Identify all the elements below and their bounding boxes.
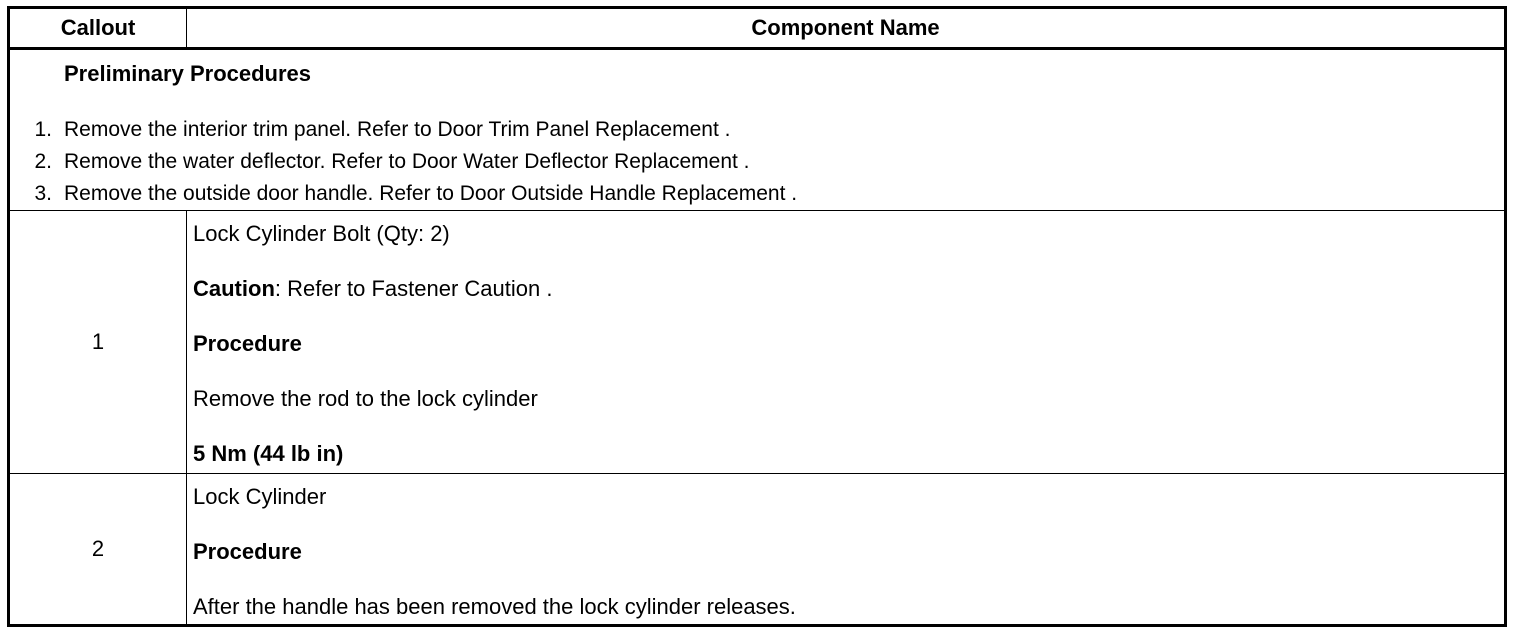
table-row: [9, 474, 1506, 626]
callout-number: 1: [9, 211, 187, 474]
preliminary-procedures-title: Preliminary Procedures: [64, 61, 312, 86]
table-row: [9, 211, 1506, 474]
caution-text: : Refer to Fastener Caution .: [274, 276, 553, 301]
list-item: [10, 114, 797, 146]
component-detail-cell: [187, 474, 1506, 626]
component-name: Lock Cylinder: [193, 484, 327, 509]
step-text: Remove the water deflector. Refer to Door Water Deflector Replacement .: [64, 150, 750, 173]
torque-spec: 5 Nm (44 lb in): [193, 441, 344, 466]
procedure-text: After the handle has been removed the lock cylinder releases.: [193, 594, 796, 619]
step-text: Remove the interior trim panel. Refer to Door Trim Panel Replacement .: [64, 118, 731, 141]
list-item: [10, 146, 797, 178]
step-number: 3.: [34, 182, 52, 205]
procedure-label: Procedure: [193, 539, 302, 564]
component-table: [7, 6, 1507, 627]
component-name: Lock Cylinder Bolt (Qty: 2): [193, 221, 450, 246]
table-header-row: [9, 8, 1506, 49]
procedure-text: Remove the rod to the lock cylinder: [193, 386, 538, 411]
component-detail-cell: [187, 211, 1506, 474]
component-name-column-header: Component Name: [187, 8, 1506, 49]
callout-number: 2: [9, 474, 187, 626]
step-number: 2.: [34, 150, 52, 173]
procedure-label: Procedure: [193, 331, 302, 356]
step-number: 1.: [34, 118, 52, 141]
preliminary-steps-list: [10, 114, 797, 210]
step-text: Remove the outside door handle. Refer to Door Outside Handle Replacement .: [64, 182, 798, 205]
preliminary-procedures-cell: [9, 49, 1506, 211]
list-item: [10, 178, 797, 210]
preliminary-procedures-row: [9, 49, 1506, 211]
caution-label: Caution: [193, 276, 275, 301]
callout-column-header: Callout: [9, 8, 187, 49]
caution-line: [193, 276, 552, 302]
